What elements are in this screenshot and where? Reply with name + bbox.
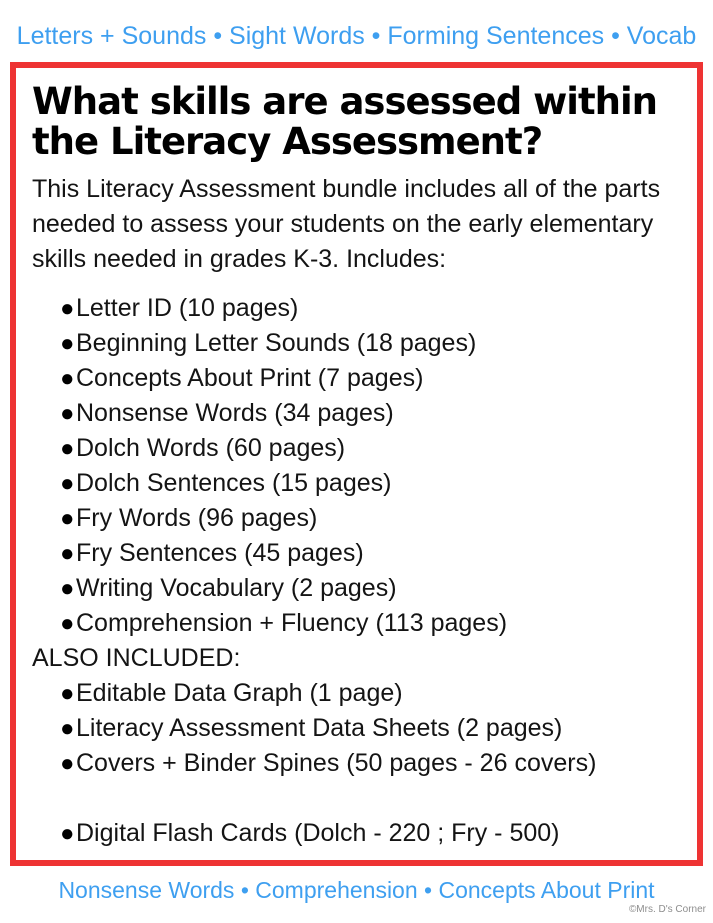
page-title <box>32 82 683 162</box>
list-item-text: Editable Data Graph (1 page) <box>76 678 403 707</box>
list-item-text: Literacy Assessment Data Sheets (2 pages) <box>76 713 563 742</box>
list-item <box>30 746 683 781</box>
list-item <box>30 571 683 606</box>
list-item <box>30 536 683 571</box>
top-skills-banner: Letters + Sounds • Sight Words • Forming Sentences • Vocab <box>16 22 697 50</box>
also-included-list <box>30 676 683 781</box>
list-item-text: Concepts About Print (7 pages) <box>76 363 424 392</box>
list-item <box>30 816 683 851</box>
list-item-text: Dolch Words (60 pages) <box>76 433 346 462</box>
bottom-skills-banner: Nonsense Words • Comprehension • Concepts About Print <box>58 877 655 903</box>
list-item <box>30 326 683 361</box>
list-spacer <box>30 781 683 816</box>
list-item <box>30 361 683 396</box>
bullet-icon: ● <box>60 714 75 742</box>
list-item-text: Fry Sentences (45 pages) <box>76 538 364 567</box>
bullet-icon: ● <box>60 399 75 427</box>
list-item-text: Writing Vocabulary (2 pages) <box>76 573 397 602</box>
list-item <box>30 711 683 746</box>
list-item-text: Digital Flash Cards (Dolch - 220 ; Fry - 500) <box>76 818 560 847</box>
bullet-icon: ● <box>60 294 75 322</box>
list-item-text: Letter ID (10 pages) <box>76 293 299 322</box>
bullet-icon: ● <box>60 434 75 462</box>
list-item-text: Nonsense Words (34 pages) <box>76 398 394 427</box>
bullet-icon: ● <box>60 819 75 847</box>
list-item-text: Fry Words (96 pages) <box>76 503 318 532</box>
bullet-icon: ● <box>60 329 75 357</box>
bullet-icon: ● <box>60 469 75 497</box>
page-title-line-1: What skills are assessed within <box>32 80 657 123</box>
list-item <box>30 606 683 641</box>
assessment-info-card <box>10 62 703 866</box>
intro-paragraph: This Literacy Assessment bundle includes all of the parts needed to assess your students on the early elementary skills needed in grades K-3. Includes: <box>32 174 661 273</box>
bullet-icon: ● <box>60 679 75 707</box>
included-skills-list <box>30 291 683 641</box>
also-included-label: ALSO INCLUDED: <box>32 643 241 672</box>
digital-flash-cards-list <box>30 816 683 851</box>
list-item-text: Covers + Binder Spines (50 pages - 26 covers) <box>76 748 597 777</box>
page-title-line-2: the Literacy Assessment? <box>32 119 543 163</box>
bullet-icon: ● <box>60 504 75 532</box>
copyright-credit: ©Mrs. D's Corner <box>628 904 706 915</box>
list-item <box>30 501 683 536</box>
list-item-text: Dolch Sentences (15 pages) <box>76 468 392 497</box>
list-item-text: Beginning Letter Sounds (18 pages) <box>76 328 477 357</box>
bullet-icon: ● <box>60 574 75 602</box>
list-item <box>30 291 683 326</box>
bullet-icon: ● <box>60 609 75 637</box>
list-item <box>30 396 683 431</box>
list-item-text: Comprehension + Fluency (113 pages) <box>76 608 508 637</box>
list-item <box>30 676 683 711</box>
list-item <box>30 431 683 466</box>
bullet-icon: ● <box>60 539 75 567</box>
bullet-icon: ● <box>60 364 75 392</box>
bullet-icon: ● <box>60 749 75 777</box>
list-item <box>30 466 683 501</box>
